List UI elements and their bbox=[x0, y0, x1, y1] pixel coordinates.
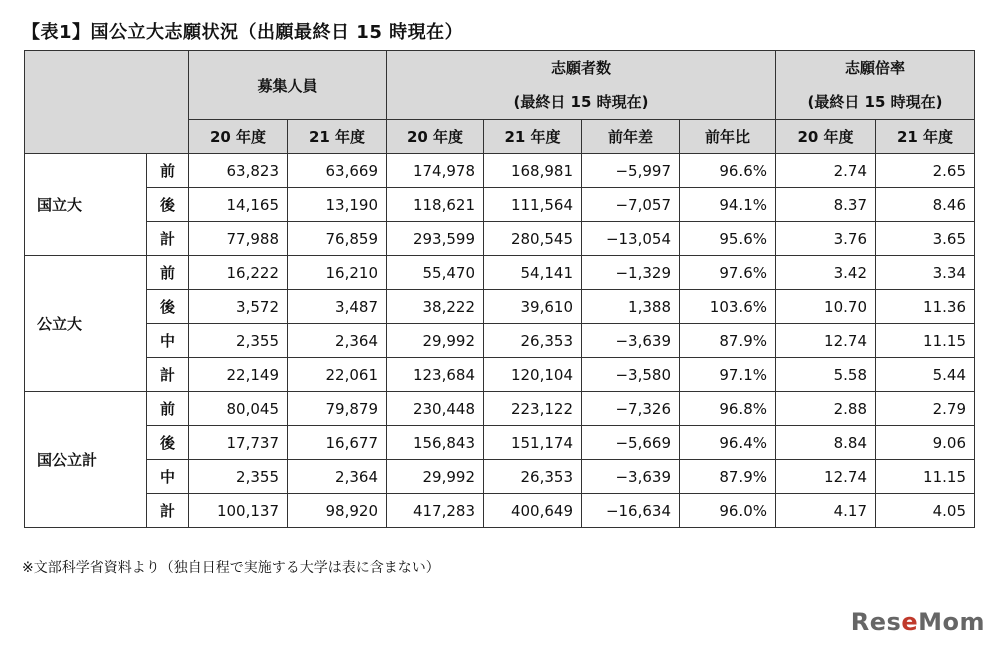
cell-value: 12.74 bbox=[776, 460, 876, 494]
col-header: 前年差 bbox=[582, 120, 680, 154]
cell-value: 293,599 bbox=[387, 222, 484, 256]
cell-value: 120,104 bbox=[484, 358, 582, 392]
cell-value: 111,564 bbox=[484, 188, 582, 222]
table-row bbox=[25, 324, 975, 358]
cell-value: 79,879 bbox=[288, 392, 387, 426]
cell-value: 8.46 bbox=[876, 188, 975, 222]
cell-value: 2.88 bbox=[776, 392, 876, 426]
cell-value: 100,137 bbox=[189, 494, 288, 528]
cell-value: −7,057 bbox=[582, 188, 680, 222]
row-label: 前 bbox=[147, 154, 189, 188]
cell-value: 87.9% bbox=[680, 460, 776, 494]
header-shigansha-sub: (最終日 15 時現在) bbox=[513, 93, 649, 111]
table-row bbox=[25, 256, 975, 290]
col-header: 20 年度 bbox=[189, 120, 288, 154]
cell-value: −3,639 bbox=[582, 324, 680, 358]
group-label: 国公立計 bbox=[25, 392, 147, 528]
cell-value: 16,210 bbox=[288, 256, 387, 290]
source-note: ※文部科学省資料より（独自日程で実施する大学は表に含まない） bbox=[22, 560, 440, 576]
cell-value: 95.6% bbox=[680, 222, 776, 256]
cell-value: −7,326 bbox=[582, 392, 680, 426]
cell-value: 118,621 bbox=[387, 188, 484, 222]
cell-value: 2.74 bbox=[776, 154, 876, 188]
header-shigansha-title: 志願者数 bbox=[550, 59, 611, 77]
col-header: 20 年度 bbox=[387, 120, 484, 154]
header-bairitsu bbox=[776, 51, 975, 120]
cell-value: 96.4% bbox=[680, 426, 776, 460]
cell-value: 22,061 bbox=[288, 358, 387, 392]
table-row bbox=[25, 188, 975, 222]
header-bairitsu-sub: (最終日 15 時現在) bbox=[807, 93, 943, 111]
header-bairitsu-title: 志願倍率 bbox=[844, 59, 905, 77]
cell-value: 417,283 bbox=[387, 494, 484, 528]
cell-value: 97.1% bbox=[680, 358, 776, 392]
cell-value: 80,045 bbox=[189, 392, 288, 426]
col-header: 20 年度 bbox=[776, 120, 876, 154]
resemom-logo: ReseMom bbox=[850, 608, 985, 636]
col-header: 21 年度 bbox=[876, 120, 975, 154]
cell-value: 400,649 bbox=[484, 494, 582, 528]
cell-value: 38,222 bbox=[387, 290, 484, 324]
cell-value: 29,992 bbox=[387, 324, 484, 358]
col-header: 21 年度 bbox=[484, 120, 582, 154]
cell-value: 8.84 bbox=[776, 426, 876, 460]
col-header: 前年比 bbox=[680, 120, 776, 154]
cell-value: 94.1% bbox=[680, 188, 776, 222]
cell-value: 97.6% bbox=[680, 256, 776, 290]
cell-value: 3.65 bbox=[876, 222, 975, 256]
cell-value: 123,684 bbox=[387, 358, 484, 392]
cell-value: −3,580 bbox=[582, 358, 680, 392]
cell-value: 17,737 bbox=[189, 426, 288, 460]
cell-value: 96.0% bbox=[680, 494, 776, 528]
cell-value: 22,149 bbox=[189, 358, 288, 392]
header-corner bbox=[25, 51, 189, 154]
cell-value: 5.58 bbox=[776, 358, 876, 392]
cell-value: 168,981 bbox=[484, 154, 582, 188]
cell-value: 29,992 bbox=[387, 460, 484, 494]
row-label: 計 bbox=[147, 494, 189, 528]
cell-value: 2,364 bbox=[288, 324, 387, 358]
cell-value: 4.17 bbox=[776, 494, 876, 528]
cell-value: −13,054 bbox=[582, 222, 680, 256]
cell-value: 39,610 bbox=[484, 290, 582, 324]
table-row bbox=[25, 154, 975, 188]
cell-value: 77,988 bbox=[189, 222, 288, 256]
application-status-table bbox=[24, 50, 975, 528]
cell-value: 3,572 bbox=[189, 290, 288, 324]
table-row bbox=[25, 392, 975, 426]
cell-value: 9.06 bbox=[876, 426, 975, 460]
cell-value: 26,353 bbox=[484, 324, 582, 358]
cell-value: 54,141 bbox=[484, 256, 582, 290]
header-shigansha bbox=[387, 51, 776, 120]
cell-value: 3,487 bbox=[288, 290, 387, 324]
cell-value: 63,669 bbox=[288, 154, 387, 188]
cell-value: 76,859 bbox=[288, 222, 387, 256]
row-label: 計 bbox=[147, 222, 189, 256]
cell-value: 11.36 bbox=[876, 290, 975, 324]
row-label: 中 bbox=[147, 460, 189, 494]
group-label: 公立大 bbox=[25, 256, 147, 392]
cell-value: 156,843 bbox=[387, 426, 484, 460]
table-title: 【表1】国公立大志願状況（出願最終日 15 時現在） bbox=[22, 22, 464, 43]
row-label: 後 bbox=[147, 188, 189, 222]
cell-value: 14,165 bbox=[189, 188, 288, 222]
cell-value: 103.6% bbox=[680, 290, 776, 324]
cell-value: 223,122 bbox=[484, 392, 582, 426]
cell-value: 16,677 bbox=[288, 426, 387, 460]
cell-value: 1,388 bbox=[582, 290, 680, 324]
row-label: 前 bbox=[147, 392, 189, 426]
table-row bbox=[25, 426, 975, 460]
row-label: 計 bbox=[147, 358, 189, 392]
row-label: 前 bbox=[147, 256, 189, 290]
cell-value: 230,448 bbox=[387, 392, 484, 426]
cell-value: 98,920 bbox=[288, 494, 387, 528]
cell-value: 87.9% bbox=[680, 324, 776, 358]
cell-value: 11.15 bbox=[876, 324, 975, 358]
row-label: 後 bbox=[147, 290, 189, 324]
group-label: 国立大 bbox=[25, 154, 147, 256]
table-row bbox=[25, 494, 975, 528]
cell-value: 2.65 bbox=[876, 154, 975, 188]
table-row bbox=[25, 222, 975, 256]
cell-value: 2.79 bbox=[876, 392, 975, 426]
cell-value: 26,353 bbox=[484, 460, 582, 494]
cell-value: 3.76 bbox=[776, 222, 876, 256]
cell-value: 2,364 bbox=[288, 460, 387, 494]
cell-value: 11.15 bbox=[876, 460, 975, 494]
cell-value: 12.74 bbox=[776, 324, 876, 358]
cell-value: −16,634 bbox=[582, 494, 680, 528]
table-row bbox=[25, 290, 975, 324]
cell-value: −5,997 bbox=[582, 154, 680, 188]
cell-value: 2,355 bbox=[189, 460, 288, 494]
cell-value: 4.05 bbox=[876, 494, 975, 528]
cell-value: 174,978 bbox=[387, 154, 484, 188]
cell-value: 3.34 bbox=[876, 256, 975, 290]
cell-value: 16,222 bbox=[189, 256, 288, 290]
cell-value: −1,329 bbox=[582, 256, 680, 290]
cell-value: 63,823 bbox=[189, 154, 288, 188]
cell-value: 2,355 bbox=[189, 324, 288, 358]
cell-value: 5.44 bbox=[876, 358, 975, 392]
cell-value: 55,470 bbox=[387, 256, 484, 290]
cell-value: −3,639 bbox=[582, 460, 680, 494]
row-label: 中 bbox=[147, 324, 189, 358]
table-row bbox=[25, 358, 975, 392]
cell-value: 3.42 bbox=[776, 256, 876, 290]
table-row bbox=[25, 460, 975, 494]
row-label: 後 bbox=[147, 426, 189, 460]
col-header: 21 年度 bbox=[288, 120, 387, 154]
cell-value: 280,545 bbox=[484, 222, 582, 256]
cell-value: 10.70 bbox=[776, 290, 876, 324]
cell-value: 96.8% bbox=[680, 392, 776, 426]
cell-value: 8.37 bbox=[776, 188, 876, 222]
cell-value: 13,190 bbox=[288, 188, 387, 222]
cell-value: 151,174 bbox=[484, 426, 582, 460]
cell-value: 96.6% bbox=[680, 154, 776, 188]
header-boshu: 募集人員 bbox=[189, 51, 387, 120]
cell-value: −5,669 bbox=[582, 426, 680, 460]
